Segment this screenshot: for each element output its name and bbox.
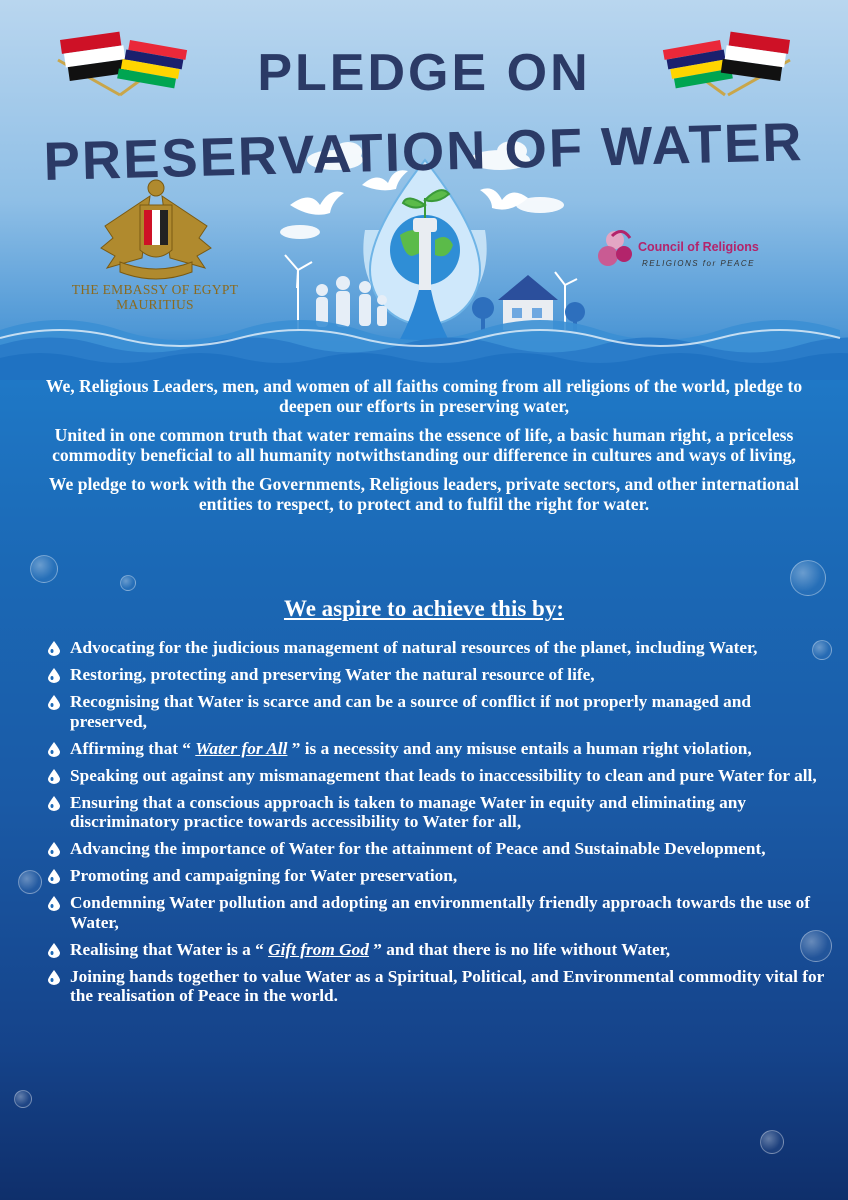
title-line-2: PRESERVATION OF WATER xyxy=(42,112,800,192)
list-item xyxy=(48,793,828,832)
list-item xyxy=(48,893,828,932)
embassy-line-2: MAURITIUS xyxy=(116,297,194,312)
water-drop-bullet-icon xyxy=(48,970,60,985)
list-item-text-after: ” and that there is no life without Water, xyxy=(368,939,671,959)
water-drop-bullet-icon xyxy=(48,869,60,884)
council-subtitle: RELIGIONS for PEACE xyxy=(642,259,755,268)
list-item xyxy=(48,692,828,731)
bubble xyxy=(790,560,826,596)
embassy-line-1: THE EMBASSY OF EGYPT xyxy=(71,282,239,297)
list-item-text-before: Realising that Water is a “ xyxy=(70,939,269,959)
list-item xyxy=(48,739,828,759)
water-drop-bullet-icon xyxy=(48,695,60,710)
water-drop-bullet-icon xyxy=(48,742,60,757)
water-drop-bullet-icon xyxy=(48,769,60,784)
title-line-1: PLEDGE ON xyxy=(257,44,591,102)
water-drop-bullet-icon xyxy=(48,896,60,911)
title-block xyxy=(0,20,848,210)
list-item-text: Speaking out against any mismanagement that leads to inaccessibility to clean and pure Water for all, xyxy=(70,765,817,785)
list-item-text: Restoring, protecting and preserving Water the natural resource of life, xyxy=(70,665,595,684)
water-drop-bullet-icon xyxy=(48,796,60,811)
pledge-list xyxy=(48,638,828,1013)
list-item xyxy=(48,766,828,786)
aspire-heading: We aspire to achieve this by: xyxy=(283,596,565,621)
water-drop-bullet-icon xyxy=(48,668,60,683)
list-item xyxy=(48,638,828,658)
list-item xyxy=(48,866,828,886)
embassy-label xyxy=(55,282,255,312)
bubble xyxy=(30,555,58,583)
list-item-emphasis: Water for All xyxy=(195,738,288,758)
bubble xyxy=(18,870,42,894)
list-item-text: Joining hands together to value Water as a Spiritual, Political, and Environmental commodity vital for the realisation of Peace in the world. xyxy=(70,966,825,1005)
list-item-text: Advancing the importance of Water for the attainment of Peace and Sustainable Development, xyxy=(70,839,766,858)
list-item xyxy=(48,940,828,960)
list-item-text: Condemning Water pollution and adopting an environmentally friendly approach towards the use of Water, xyxy=(70,893,811,932)
list-item-text: Ensuring that a conscious approach is taken to manage Water in equity and eliminating any discriminatory practice towards accessibility to Water for all, xyxy=(70,792,746,831)
council-logo-icon xyxy=(598,231,632,266)
list-item-text-after: ” is a necessity and any misuse entails a human right violation, xyxy=(287,738,752,758)
intro-paragraph: We, Religious Leaders, men, and women of all faiths coming from all religions of the world, pledge to deepen our efforts in preserving water, xyxy=(45,376,803,416)
list-item-text: Recognising that Water is scarce and can be a source of conflict if not properly managed and preserved, xyxy=(70,692,751,731)
council-name: Council of Religions xyxy=(638,240,759,254)
bubble xyxy=(760,1130,784,1154)
list-item xyxy=(48,665,828,685)
intro-paragraph: We pledge to work with the Governments, Religious leaders, private sectors, and other international entities to respect, to protect and to fulfil the right for water. xyxy=(48,474,800,514)
list-item xyxy=(48,839,828,859)
water-drop-bullet-icon xyxy=(48,842,60,857)
bubble xyxy=(14,1090,32,1108)
list-item-text: Advocating for the judicious management of natural resources of the planet, including Water, xyxy=(70,638,758,657)
bubble xyxy=(120,575,136,591)
water-drop-bullet-icon xyxy=(48,641,60,656)
list-item xyxy=(48,967,828,1006)
intro-text xyxy=(20,376,828,523)
list-item-emphasis: Gift from God xyxy=(268,939,369,959)
list-item-text-before: Affirming that “ xyxy=(70,738,196,758)
intro-paragraph: United in one common truth that water remains the essence of life, a basic human right, a priceless commodity beneficial to all humanity notwithstanding our difference in cultures and ways of living, xyxy=(52,425,796,465)
water-drop-bullet-icon xyxy=(48,943,60,958)
list-item-text: Promoting and campaigning for Water preservation, xyxy=(70,866,458,885)
